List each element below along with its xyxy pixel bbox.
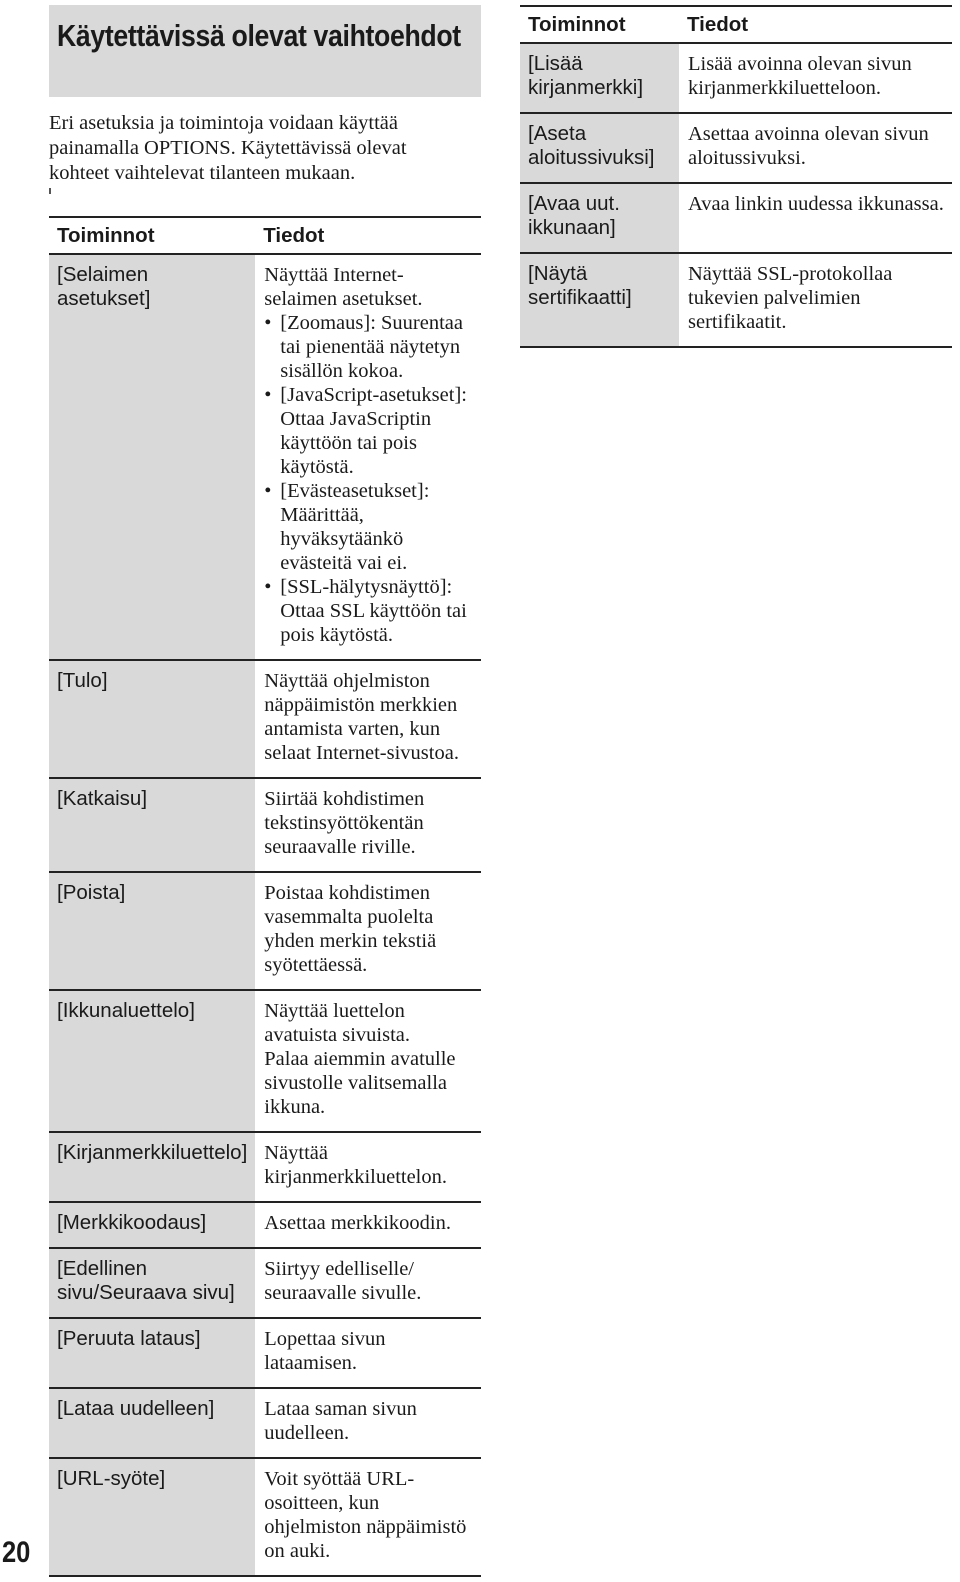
option-name: [Kirjanmerkkiluettelo] xyxy=(49,1132,255,1202)
bullet-item: • [Zoomaus]: Suurentaa tai pienentää näytetyn sisällön kokoa. xyxy=(264,311,473,383)
option-name: [Aseta aloitussivuksi] xyxy=(520,113,679,183)
table-row xyxy=(49,660,481,778)
section-heading-box xyxy=(49,5,481,97)
table-row xyxy=(49,778,481,872)
intro-paragraph: Eri asetuksia ja toimintoja voidaan käyttää painamalla OPTIONS. Käytettävissä olevat kohteet vaihtelevat tilanteen mukaan. xyxy=(49,112,407,184)
table-row xyxy=(49,1318,481,1388)
option-description: Avaa linkin uudessa ikkunassa. xyxy=(688,193,944,215)
right-column xyxy=(520,5,952,348)
left-column xyxy=(49,5,481,1577)
table-row xyxy=(49,254,481,660)
option-name: [Merkkikoodaus] xyxy=(49,1202,255,1248)
table-header-row xyxy=(520,6,952,43)
column-header-function: Toiminnot xyxy=(57,224,155,247)
table-row xyxy=(49,1202,481,1248)
option-name: [URL-syöte] xyxy=(49,1458,255,1576)
bullet-text: [JavaScript-asetukset]: Ottaa JavaScriptin käyttöön tai pois käytöstä. xyxy=(280,384,467,478)
option-description: Näyttää kirjanmerkkiluettelon. xyxy=(264,1142,448,1188)
option-description: Voit syöttää URL-osoitteen, kun ohjelmiston näppäimistö on auki. xyxy=(264,1468,467,1562)
option-name: [Poista] xyxy=(49,872,255,990)
options-table-left xyxy=(49,216,481,1577)
option-name: [Selaimen asetukset] xyxy=(49,254,255,660)
table-row xyxy=(49,990,481,1132)
description-text-2: Palaa aiemmin avatulle sivustolle valitsemalla ikkuna. xyxy=(264,1048,456,1118)
option-name: [Tulo] xyxy=(49,660,255,778)
table-header-row xyxy=(49,217,481,254)
option-name: [Edellinen sivu/Seuraava sivu] xyxy=(49,1248,255,1318)
table-row xyxy=(49,1388,481,1458)
option-description: Asettaa avoinna olevan sivun aloitussivuksi. xyxy=(688,123,929,169)
option-name: [Ikkunaluettelo] xyxy=(49,990,255,1132)
column-header-details: Tiedot xyxy=(687,13,749,36)
margin-mark xyxy=(49,188,51,194)
options-table-right xyxy=(520,5,952,348)
table-row xyxy=(520,43,952,113)
option-description: Lisää avoinna olevan sivun kirjanmerkkiluetteloon. xyxy=(688,53,912,99)
option-description: Lataa saman sivun uudelleen. xyxy=(264,1398,417,1444)
description-text: Näyttää luettelon avatuista sivuista. xyxy=(264,1000,411,1046)
table-row xyxy=(49,1248,481,1318)
page-number: 20 xyxy=(2,1536,31,1569)
option-description xyxy=(255,990,481,1132)
option-description xyxy=(255,254,481,660)
option-name: [Avaa uut. ikkunaan] xyxy=(520,183,679,253)
table-row xyxy=(49,872,481,990)
bullet-text: [SSL-hälytysnäyttö]: Ottaa SSL käyttöön tai pois käytöstä. xyxy=(280,576,467,646)
option-description: Siirtyy edelliselle/ seuraavalle sivulle. xyxy=(264,1258,422,1304)
table-row xyxy=(520,253,952,347)
bullet-text: [Zoomaus]: Suurentaa tai pienentää näytetyn sisällön kokoa. xyxy=(280,312,464,382)
description-text: Näyttää Internet-selaimen asetukset. xyxy=(264,264,423,310)
bullet-text: [Evästeasetukset]: Määrittää, hyväksytäänkö evästeitä vai ei. xyxy=(280,480,430,574)
option-name: [Lisää kirjanmerkki] xyxy=(520,43,679,113)
table-row xyxy=(49,1132,481,1202)
option-name: [Peruuta lataus] xyxy=(49,1318,255,1388)
option-description: Asettaa merkkikoodin. xyxy=(264,1212,451,1234)
option-description: Siirtää kohdistimen tekstinsyöttökentän seuraavalle riville. xyxy=(264,788,425,858)
column-header-details: Tiedot xyxy=(263,224,325,247)
option-name: [Lataa uudelleen] xyxy=(49,1388,255,1458)
bullet-item: • [Evästeasetukset]: Määrittää, hyväksytäänkö evästeitä vai ei. xyxy=(264,479,473,575)
table-row xyxy=(49,1458,481,1576)
option-description: Lopettaa sivun lataamisen. xyxy=(264,1328,386,1374)
table-row xyxy=(520,113,952,183)
option-name: [Näytä sertifikaatti] xyxy=(520,253,679,347)
section-title: Käytettävissä olevat vaihtoehdot xyxy=(57,18,461,53)
bullet-item: • [JavaScript-asetukset]: Ottaa JavaScriptin käyttöön tai pois käytöstä. xyxy=(264,383,473,479)
bullet-item: • [SSL-hälytysnäyttö]: Ottaa SSL käyttöön tai pois käytöstä. xyxy=(264,575,473,647)
option-name: [Katkaisu] xyxy=(49,778,255,872)
option-description: Poistaa kohdistimen vasemmalta puolelta yhden merkin tekstiä syötettäessä. xyxy=(264,882,437,976)
option-description: Näyttää ohjelmiston näppäimistön merkkien antamista varten, kun selaat Internet-sivustoa. xyxy=(264,670,459,764)
option-description: Näyttää SSL-protokollaa tukevien palvelimien sertifikaatit. xyxy=(688,263,893,333)
table-row xyxy=(520,183,952,253)
column-header-function: Toiminnot xyxy=(528,13,626,36)
